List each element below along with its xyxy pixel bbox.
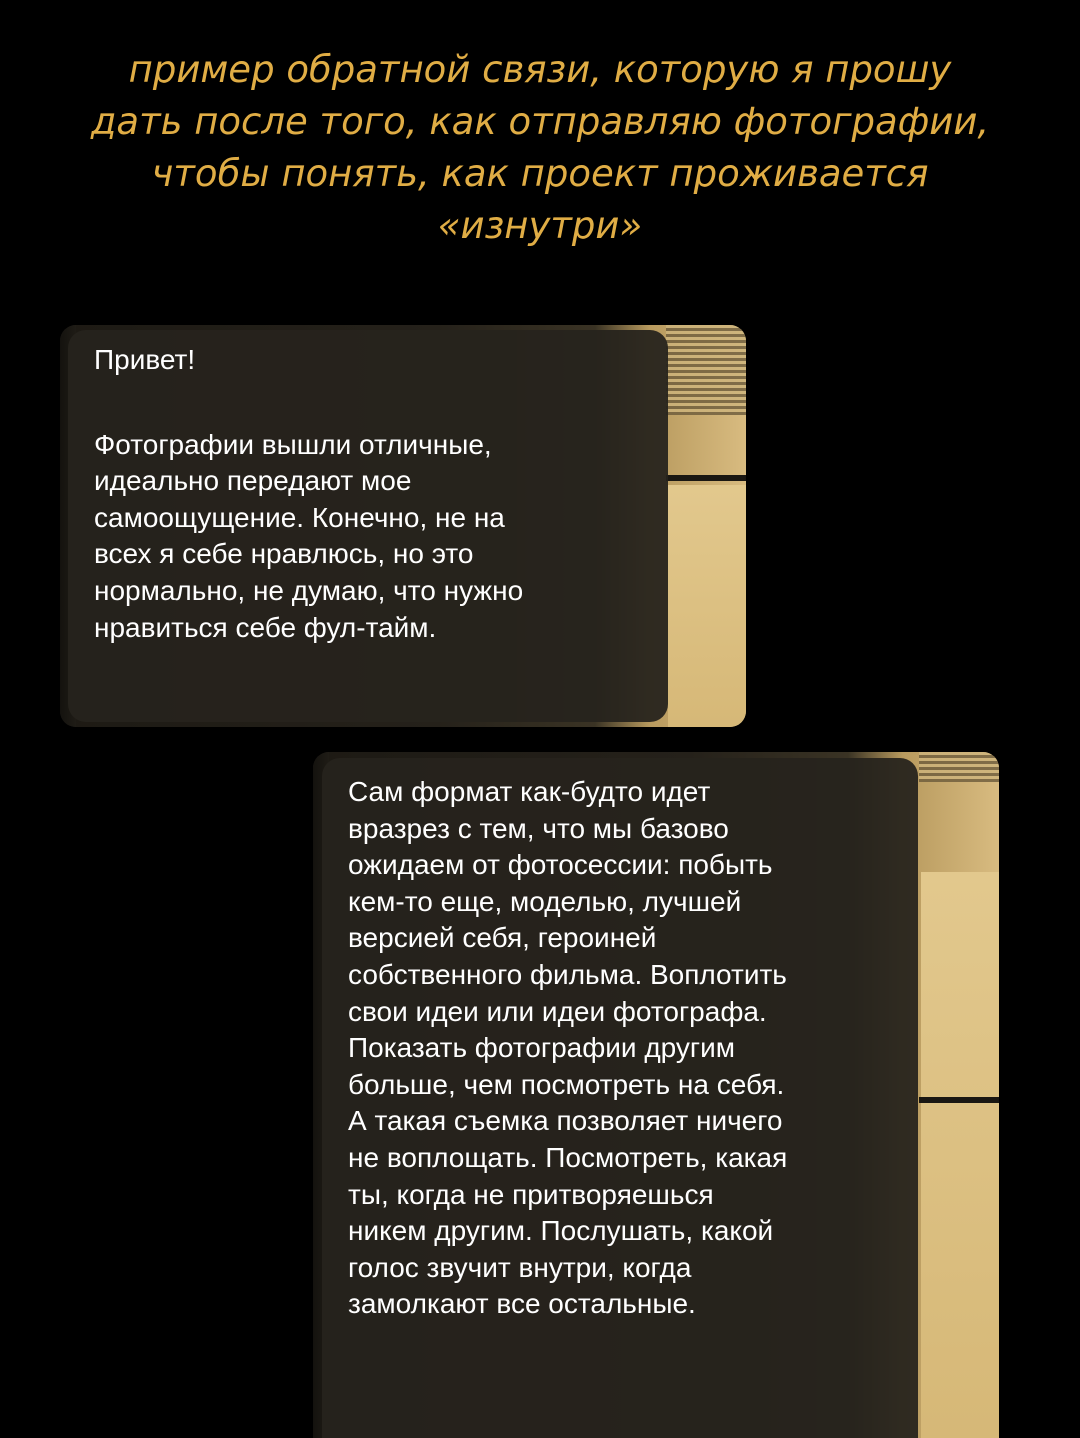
photo-blinds: [666, 325, 746, 415]
message-line: самоощущение. Конечно, не на: [94, 501, 505, 533]
photo-blinds: [919, 752, 999, 782]
photo-wall: [668, 485, 746, 727]
message-line: Фотографии вышли отличные,: [94, 428, 492, 460]
message-line: не воплощать. Посмотреть, какая: [348, 1141, 788, 1173]
message-line: идеально передают мое: [94, 465, 412, 497]
message-line: Показать фотографии другим: [348, 1032, 736, 1064]
photo-frame-bar: [919, 1097, 999, 1103]
message-line: свои идеи или идеи фотографа.: [348, 995, 767, 1027]
message-line: всех я себе нравлюсь, но это: [94, 538, 474, 570]
heading-line: «изнутри»: [437, 204, 643, 247]
message-line: никем другим. Послушать, какой: [348, 1215, 774, 1247]
message-line: нравиться себе фул-тайм.: [94, 611, 437, 643]
message-line: Сам формат как-будто идет: [348, 776, 711, 807]
message-line: А такая съемка позволяет ничего: [348, 1105, 783, 1137]
heading-line: чтобы понять, как проект проживается: [151, 152, 929, 195]
photo-wall: [921, 872, 999, 1438]
message-line: вразрез с тем, что мы базово: [348, 812, 729, 844]
message-line: ты, когда не притворяешься: [348, 1178, 714, 1210]
message-paragraph-gap: [94, 379, 642, 427]
message-line: замолкают все остальные.: [348, 1288, 696, 1320]
message-bubble-1: [68, 330, 668, 722]
message-line: больше, чем посмотреть на себя.: [348, 1068, 785, 1100]
heading-line: пример обратной связи, которую я прошу: [128, 48, 952, 91]
message-line: ожидаем от фотосессии: побыть: [348, 849, 773, 881]
message-line: нормально, не думаю, что нужно: [94, 574, 524, 606]
message-line: кем-то еще, моделью, лучшей: [348, 885, 742, 917]
heading-line: дать после того, как отправляю фотографии,: [90, 100, 990, 143]
message-line: голос звучит внутри, когда: [348, 1251, 692, 1283]
page-heading: [60, 44, 1020, 252]
message-line: собственного фильма. Воплотить: [348, 958, 787, 990]
photo-frame-bar: [666, 475, 746, 481]
message-bubble-2: [322, 758, 918, 1438]
message-greeting: Привет!: [94, 344, 196, 375]
message-line: версией себя, героиней: [348, 922, 657, 954]
